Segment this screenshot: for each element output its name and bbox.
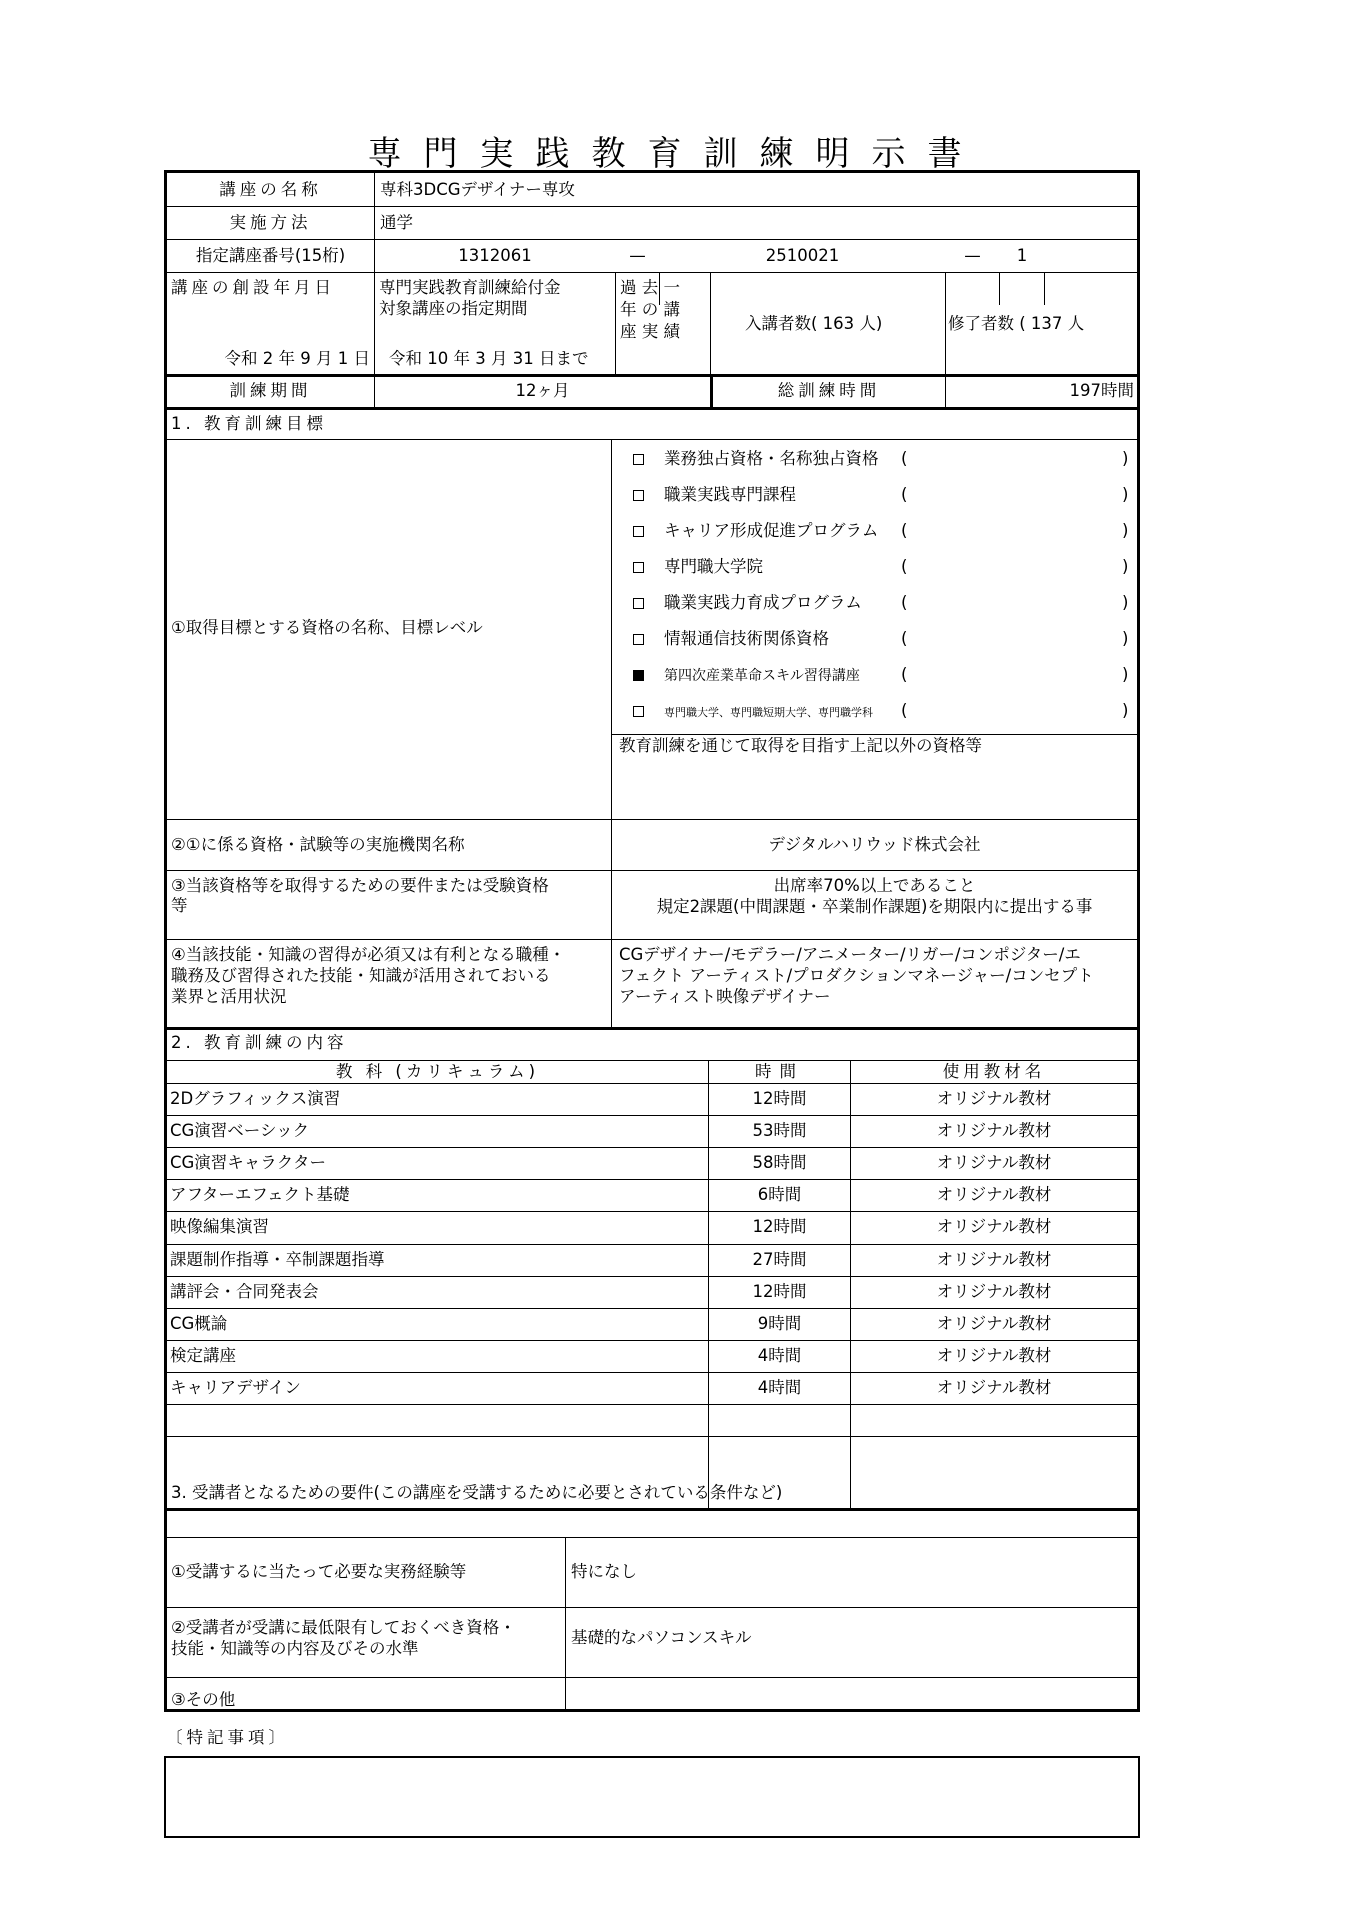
- curriculum-subject: 講評会・合同発表会: [170, 1281, 319, 1301]
- training-period: 12ヶ月: [515, 381, 570, 400]
- checkbox-qual-3: [633, 526, 644, 537]
- curriculum-material: オリジナル教材: [936, 1121, 1052, 1141]
- founded-label: 講座の創設年月日: [171, 278, 335, 297]
- qual-6-label: 情報通信技術関係資格: [664, 629, 829, 648]
- a4-occupations-line2: フェクト アーティスト/プロダクションマネージャー/コンセプト: [619, 966, 1094, 985]
- curriculum-hours: 4時間: [757, 1377, 802, 1397]
- curriculum-material: オリジナル教材: [936, 1281, 1052, 1301]
- curriculum-material: オリジナル教材: [936, 1153, 1052, 1173]
- s3-a1-experience: 特になし: [571, 1562, 637, 1581]
- qual-5-close-paren: ): [1122, 593, 1129, 612]
- s3-a2-skills: 基礎的なパソコンスキル: [571, 1628, 752, 1647]
- qual-7-close-paren: ): [1122, 665, 1129, 684]
- special-notes-box: [164, 1756, 1140, 1838]
- checkbox-qual-4: [633, 562, 644, 573]
- q1-target-qualification: ①取得目標とする資格の名称、目標レベル: [171, 618, 483, 637]
- col-hours-header: 時間: [755, 1062, 804, 1081]
- checkbox-qual-7-checked: [633, 670, 644, 681]
- curriculum-subject: CG演習キャラクター: [170, 1153, 326, 1173]
- q2-exam-body-label: ②①に係る資格・試験等の実施機関名称: [171, 835, 465, 854]
- qual-2-open-paren: (: [901, 485, 908, 504]
- col-material-header: 使用教材名: [942, 1062, 1046, 1081]
- curriculum-subject: 課題制作指導・卒制課題指導: [170, 1249, 385, 1269]
- qual-7-label: 第四次産業革命スキル習得講座: [664, 668, 860, 684]
- a2-exam-body: デジタルハリウッド株式会社: [768, 835, 981, 854]
- qual-3-label: キャリア形成促進プログラム: [664, 521, 879, 540]
- period-label-2: 対象講座の指定期間: [379, 299, 528, 318]
- course-name-label: 講座の名称: [219, 180, 322, 199]
- past-label-1: 過 去 一: [620, 278, 680, 297]
- qual-3-open-paren: (: [901, 521, 908, 540]
- curriculum-subject: CG演習ベーシック: [170, 1121, 310, 1141]
- total-hours-label: 総訓練時間: [777, 381, 881, 400]
- checkbox-qual-8: [633, 706, 644, 717]
- method-label: 実施方法: [229, 213, 312, 232]
- enrolled-count: 入講者数( 163 人): [745, 314, 883, 333]
- section2-heading: 2. 教育訓練の内容: [171, 1033, 348, 1052]
- qual-4-close-paren: ): [1122, 557, 1129, 576]
- special-notes-label: 〔特記事項〕: [166, 1728, 289, 1747]
- curriculum-subject: 映像編集演習: [170, 1217, 269, 1237]
- section3-heading: 3. 受講者となるための要件(この講座を受講するために必要とされている条件など): [171, 1483, 783, 1502]
- qual-2-label: 職業実践専門課程: [664, 485, 796, 504]
- qual-5-open-paren: (: [901, 593, 908, 612]
- qual-8-close-paren: ): [1122, 701, 1129, 720]
- qual-1-label: 業務独占資格・名称独占資格: [664, 449, 879, 468]
- curriculum-material: オリジナル教材: [936, 1185, 1052, 1205]
- s3-q1-experience: ①受講するに当たって必要な実務経験等: [171, 1562, 467, 1581]
- curriculum-material: オリジナル教材: [936, 1313, 1052, 1333]
- curriculum-hours: 4時間: [757, 1345, 802, 1365]
- curriculum-hours: 53時間: [752, 1121, 807, 1141]
- curriculum-material: オリジナル教材: [936, 1249, 1052, 1269]
- s3-q3-other: ③その他: [171, 1690, 236, 1709]
- qual-5-label: 職業実践力育成プログラム: [664, 593, 862, 612]
- founded-date: 令和 2 年 9 月 1 日: [224, 349, 370, 368]
- checkbox-qual-1: [633, 454, 644, 465]
- qual-3-close-paren: ): [1122, 521, 1129, 540]
- curriculum-subject: 2Dグラフィックス演習: [170, 1089, 341, 1108]
- checkbox-qual-5: [633, 598, 644, 609]
- period-label-1: 専門実践教育訓練給付金: [379, 278, 561, 297]
- checkbox-qual-6: [633, 634, 644, 645]
- checkbox-qual-2: [633, 490, 644, 501]
- page-title: 専門実践教育訓練明示書: [367, 134, 984, 174]
- q3-requirements-line2: 等: [171, 896, 188, 915]
- course-number-1: 1312061: [458, 246, 532, 265]
- curriculum-hours: 9時間: [757, 1313, 802, 1333]
- a3-requirements-line1: 出席率70%以上であること: [773, 876, 976, 895]
- curriculum-hours: 27時間: [752, 1249, 807, 1269]
- past-label-2: 年 の 講: [620, 300, 680, 319]
- qual-6-close-paren: ): [1122, 629, 1129, 648]
- curriculum-hours: 12時間: [752, 1217, 807, 1237]
- curriculum-material: オリジナル教材: [936, 1217, 1052, 1237]
- dash-2: —: [964, 246, 981, 265]
- course-name: 専科3DCGデザイナー専攻: [380, 180, 575, 199]
- q4-occupations-line1: ④当該技能・知識の習得が必須又は有利となる職種・: [171, 945, 566, 964]
- curriculum-hours: 12時間: [752, 1281, 807, 1301]
- s3-q2-line2: 技能・知識等の内容及びその水準: [171, 1639, 419, 1658]
- curriculum-hours: 6時間: [757, 1185, 802, 1205]
- curriculum-material: オリジナル教材: [936, 1377, 1052, 1397]
- section1-heading: 1. 教育訓練目標: [171, 414, 327, 433]
- other-qualifications-label: 教育訓練を通じて取得を目指す上記以外の資格等: [619, 736, 982, 755]
- dash-1: —: [629, 246, 646, 265]
- a4-occupations-line3: アーティスト映像デザイナー: [619, 987, 831, 1006]
- qual-8-label: 専門職大学、専門職短期大学、専門職学科: [664, 706, 873, 719]
- qual-8-open-paren: (: [901, 701, 908, 720]
- course-number-3: 1: [1016, 246, 1028, 265]
- qual-1-open-paren: (: [901, 449, 908, 468]
- total-hours: 197時間: [1069, 381, 1134, 400]
- q4-occupations-line2: 職務及び習得された技能・知識が活用されておいる: [171, 966, 551, 985]
- curriculum-subject: CG概論: [170, 1313, 228, 1333]
- a4-occupations-line1: CGデザイナー/モデラー/アニメーター/リガー/コンポジター/エ: [619, 945, 1081, 964]
- course-number-2: 2510021: [765, 246, 840, 265]
- curriculum-hours: 12時間: [752, 1089, 807, 1108]
- period-value: 令和 10 年 3 月 31 日まで: [389, 349, 589, 368]
- qual-4-open-paren: (: [901, 557, 908, 576]
- curriculum-material: オリジナル教材: [936, 1089, 1052, 1108]
- course-number-label: 指定講座番号(15桁): [195, 246, 346, 265]
- qual-6-open-paren: (: [901, 629, 908, 648]
- curriculum-subject: キャリアデザイン: [170, 1377, 301, 1397]
- training-period-label: 訓練期間: [229, 381, 312, 400]
- curriculum-subject: 検定講座: [170, 1345, 236, 1365]
- past-label-3: 座 実 績: [620, 322, 680, 341]
- curriculum-hours: 58時間: [752, 1153, 807, 1173]
- q4-occupations-line3: 業界と活用状況: [171, 987, 287, 1006]
- q3-requirements-line1: ③当該資格等を取得するための要件または受験資格: [171, 876, 549, 895]
- qual-2-close-paren: ): [1122, 485, 1129, 504]
- a3-requirements-line2: 規定2課題(中間課題・卒業制作課題)を期限内に提出する事: [656, 897, 1093, 916]
- method: 通学: [380, 213, 413, 232]
- qual-4-label: 専門職大学院: [664, 557, 763, 576]
- curriculum-material: オリジナル教材: [936, 1345, 1052, 1365]
- curriculum-subject: アフターエフェクト基礎: [170, 1185, 350, 1205]
- statement-table: [164, 170, 1140, 1712]
- s3-q2-line1: ②受講者が受講に最低限有しておくべき資格・: [171, 1618, 516, 1637]
- qual-1-close-paren: ): [1122, 449, 1129, 468]
- completed-count: 修了者数 ( 137 人: [948, 314, 1085, 333]
- qual-7-open-paren: (: [901, 665, 908, 684]
- col-subject-header: 教 科 (カリキュラム): [335, 1062, 540, 1081]
